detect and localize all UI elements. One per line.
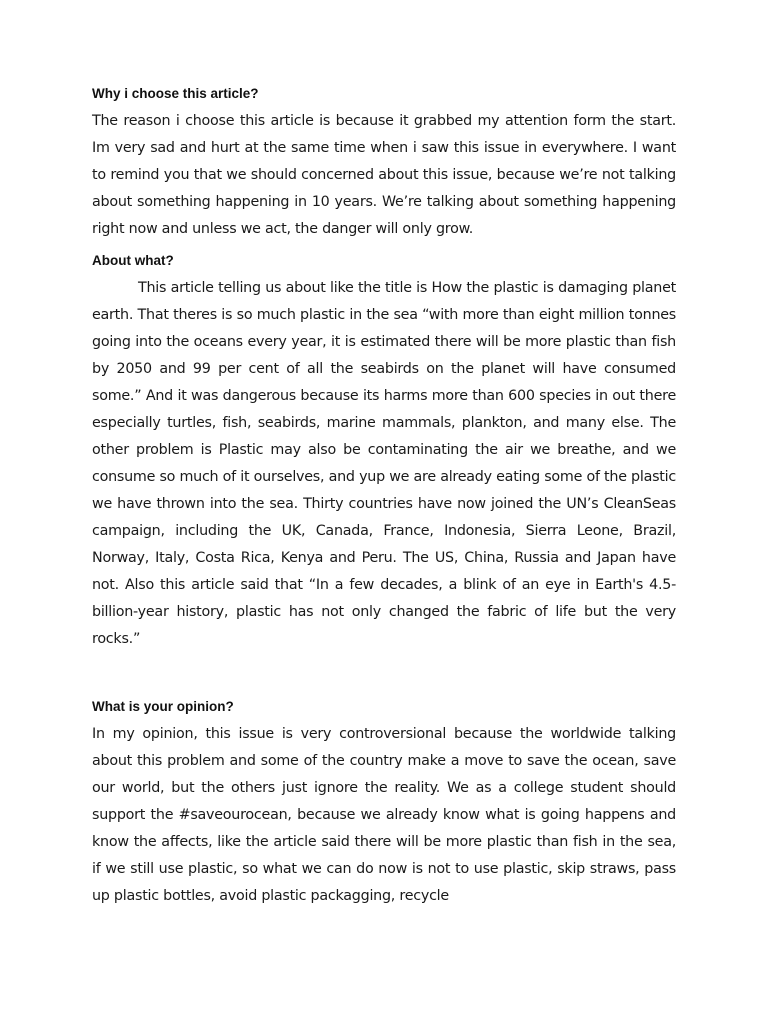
paragraph-about-what: This article telling us about like the title is How the plastic is damaging planet earth. That theres is so much plastic in the sea “with more than eight million tonnes going into the oceans every year, it is estimated there will be more plastic than fish by 2050 and 99 per cent of all the seabirds on the planet will have consumed some.” And it was dangerous because its harms more than 600 species in out there especially turtles, fish, seabirds, marine mammals, plankton, and many else. The other problem is Plastic may also be contaminating the air we breathe, and we consume so much of it ourselves, and yup we are already eating some of the plastic we have thrown into the sea. Thirty countries have now joined the UN’s CleanSeas campaign, including the UK, Canada, France, Indonesia, Sierra Leone, Brazil, Norway, Italy, Costa Rica, Kenya and Peru. The US, China, Russia and Japan have not. Also this article said that “In a few decades, a blink of an eye in Earth's 4.5-billion-year history, plastic has not only changed the fabric of life but the very rocks.” [92,280,676,647]
paragraph-why-choose: The reason i choose this article is because it grabbed my attention form the start. Im very sad and hurt at the same time when i saw this issue in everywhere. I want to remind you that we should concerned about this issue, because we’re not talking about something happening in 10 years. We’re talking about something happening right now and unless we act, the danger will only grow. [92,113,676,237]
heading-opinion: What is your opinion? [92,699,234,714]
section-why-choose [92,84,676,243]
paragraph-opinion: In my opinion, this issue is very controversional because the worldwide talking about this problem and some of the country make a move to save the ocean, save our world, but the others just ignore the reality. We as a college student should support the #saveourocean, because we already know what is going happens and know the affects, like the article said there will be more plastic than fish in the sea, if we still use plastic, so what we can do now is not to use plastic, skip straws, pass up plastic bottles, avoid plastic packagging, recycle [92,726,676,904]
section-gap [92,661,676,697]
section-opinion [92,697,676,910]
section-about-what [92,251,676,653]
heading-why-choose: Why i choose this article? [92,86,259,101]
document-page [92,84,676,918]
heading-about-what: About what? [92,253,174,268]
